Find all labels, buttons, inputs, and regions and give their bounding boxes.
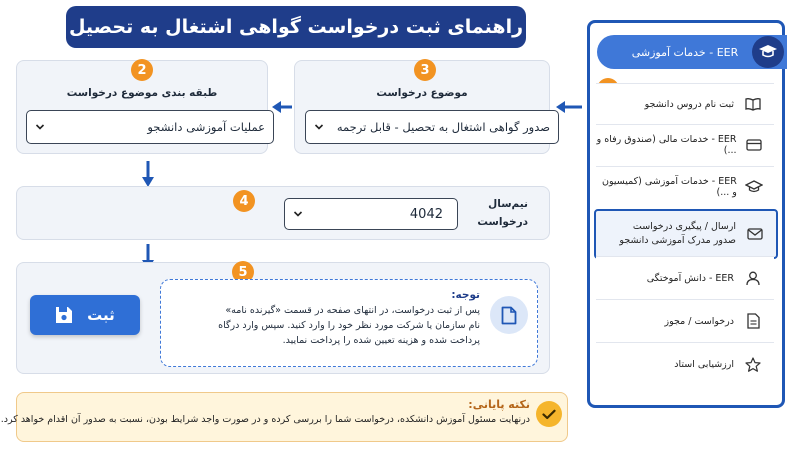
notice-text [172,288,480,348]
sidebar-item-label: ثبت نام دروس دانشجو [644,98,734,110]
step-badge-5: 5 [232,261,254,283]
final-note-title: نکته پایانی: [468,398,530,411]
chevron-down-icon [314,122,324,132]
sidebar-item-request-permit[interactable] [596,299,774,342]
request-subject-select[interactable] [305,110,559,144]
sidebar-item-send-track-request[interactable] [594,209,778,259]
credit-card-icon [743,139,766,151]
sidebar-item-financial-services[interactable] [596,124,774,165]
book-icon [740,97,766,111]
check-icon [536,401,562,427]
star-icon [740,357,766,372]
sidebar-item-label-line2: صدور مدرک آموزشی دانشجو [619,235,736,246]
save-button[interactable] [30,295,140,335]
semester-select[interactable] [284,198,458,230]
sidebar-item-educational-services[interactable] [596,166,774,207]
notice-line-3: پرداخت شده و هزینه تعیین شده را پرداخت نمایید. [282,335,480,346]
subject-category-label: طبقه بندی موضوع درخواست [66,87,218,99]
semester-label-line2: درخواست [477,216,528,228]
final-note-text [0,398,530,425]
notice-line-1: پس از ثبت درخواست، در انتهای صفحه در قسمت «گیرنده نامه» [225,305,480,316]
save-icon [55,306,73,324]
step-badge-4: 4 [233,190,255,212]
notice-title: توجه: [451,289,480,301]
arrow-left-icon [271,99,293,115]
chevron-down-icon [35,122,45,132]
semester-label [468,195,528,231]
sidebar-item-teacher-evaluation[interactable] [596,342,774,385]
subject-category-select[interactable] [26,110,274,144]
sidebar-item-course-registration[interactable] [596,83,774,124]
mail-icon [742,228,768,240]
chevron-down-icon [293,209,303,219]
step-badge-3: 3 [414,59,436,81]
sidebar-item-label [619,220,736,248]
document-icon [740,313,766,329]
save-button-label: ثبت [87,306,115,324]
subject-category-value: عملیات آموزشی دانشجو [147,120,265,134]
sidebar-header-label: EER - خدمات آموزشی [631,45,739,59]
sidebar-item-label: ارزشیابی استاد [674,358,734,370]
final-note-body: درنهایت مسئول آموزش دانشکده، درخواست شما را بررسی کرده و در صورت واجد شرایط بودن، نسبت به صدور آن اقدام خواهد کرد. [0,414,530,425]
page-title: راهنمای ثبت درخواست گواهی اشتغال به تحصیل [66,6,526,48]
semester-value: 4042 [409,206,443,222]
sidebar-item-label: درخواست / مجوز [664,315,734,327]
document-icon [490,296,528,334]
request-subject-value: صدور گواهی اشتغال به تحصیل - قابل ترجمه [336,120,550,134]
sidebar-item-label-line1: ارسال / پیگیری درخواست [632,221,736,232]
request-subject-label: موضوع درخواست [376,87,468,99]
sidebar-item-label: EER - دانش آموختگی [646,272,734,284]
arrow-down-icon [140,160,156,188]
notice-line-2: نام سازمان یا شرکت مورد نظر خود را وارد کنید. سپس وارد درگاه [218,320,480,331]
step-badge-2: 2 [131,59,153,81]
graduation-cap-icon [752,36,784,68]
user-icon [740,271,766,286]
sidebar-item-label: EER - خدمات آموزشی (کمیسیون و ...) [602,176,737,198]
sidebar-item-label: EER - خدمات مالی (صندوق رفاه و ...) [596,134,737,156]
graduation-cap-icon [743,180,766,194]
semester-label-line1: نیم‌سال [488,198,528,210]
sidebar-item-graduation[interactable] [596,256,774,299]
